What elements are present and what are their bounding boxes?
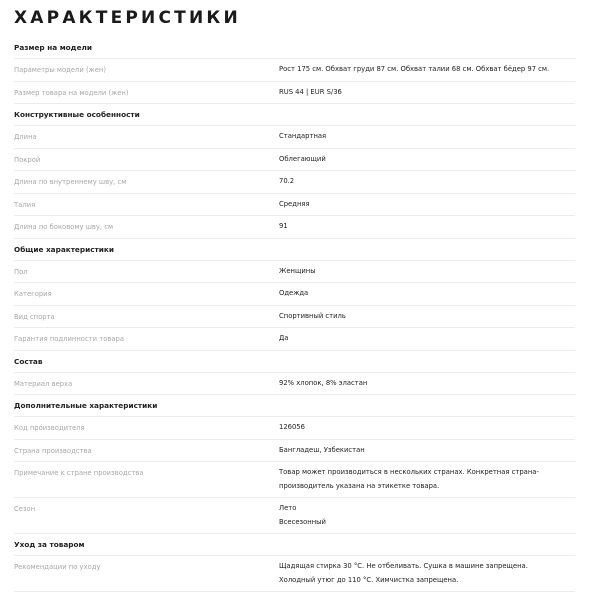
spec-label: Категория <box>14 290 52 298</box>
spec-row <box>14 261 575 284</box>
spec-value <box>279 265 575 279</box>
spec-value <box>279 153 575 167</box>
spec-row <box>14 82 575 105</box>
spec-value-line: Стандартная <box>279 132 327 140</box>
spec-label: Длина по внутреннему шву, см <box>14 178 127 186</box>
spec-value-line: Бангладеш, Узбекистан <box>279 445 365 454</box>
section-header: Конструктивные особенности <box>14 104 575 126</box>
spec-row <box>14 462 575 498</box>
spec-label: Материал верха <box>14 379 73 388</box>
spec-value <box>279 287 575 301</box>
spec-row <box>14 149 575 172</box>
spec-row <box>14 216 575 239</box>
spec-value-line: Товар может производиться в нескольких странах. Конкретная страна- <box>279 468 539 476</box>
spec-value <box>279 130 575 144</box>
spec-value-line: Облегающий <box>279 154 326 163</box>
spec-row <box>14 59 575 82</box>
spec-value <box>279 86 575 100</box>
spec-value <box>279 377 575 391</box>
section-header: Уход за товаром <box>14 534 575 556</box>
spec-label: Сезон <box>14 505 36 513</box>
spec-value-line: RUS 44 | EUR S/36 <box>279 87 342 96</box>
spec-label: Размер товара на модели (жен) <box>14 88 129 97</box>
spec-row <box>14 126 575 149</box>
page-title: ХАРАКТЕРИСТИКИ <box>14 8 241 28</box>
spec-value <box>279 444 575 458</box>
spec-label: Код производителя <box>14 424 85 432</box>
spec-value <box>279 310 575 324</box>
spec-label: Страна производства <box>14 446 92 455</box>
characteristics-list <box>14 37 575 592</box>
spec-label: Покрой <box>14 155 41 164</box>
spec-row <box>14 440 575 463</box>
spec-value-line: 91 <box>279 222 288 230</box>
spec-value-line: Да <box>279 334 289 342</box>
section-header: Общие характеристики <box>14 239 575 261</box>
spec-value-line: 70.2 <box>279 177 295 185</box>
section-header: Размер на модели <box>14 37 575 59</box>
spec-value-line: Средняя <box>279 199 310 208</box>
spec-value <box>279 332 575 346</box>
spec-value-line: Спортивный стиль <box>279 311 346 320</box>
spec-row <box>14 556 575 592</box>
spec-label: Примечание к стране производства <box>14 469 144 477</box>
spec-label: Рекомендации по уходу <box>14 563 101 571</box>
spec-value <box>279 63 575 77</box>
spec-row <box>14 171 575 194</box>
spec-row <box>14 373 575 396</box>
spec-value-line: Рост 175 см. Обхват груди 87 см. Обхват талии 68 см. Обхват бёдер 97 см. <box>279 65 550 73</box>
spec-value-line: Всесезонный <box>279 517 326 526</box>
spec-value-line: Холодный утюг до 110 °С. Химчистка запрещена. <box>279 575 459 584</box>
spec-row <box>14 498 575 534</box>
spec-row <box>14 194 575 217</box>
spec-value <box>279 502 575 529</box>
section-header: Состав <box>14 351 575 373</box>
spec-row <box>14 283 575 306</box>
spec-value <box>279 220 575 234</box>
spec-value <box>279 466 575 493</box>
spec-value <box>279 175 575 189</box>
spec-label: Параметры модели (жен) <box>14 66 107 74</box>
spec-label: Пол <box>14 267 28 276</box>
spec-label: Длина <box>14 133 37 141</box>
section-header: Дополнительные характеристики <box>14 395 575 417</box>
spec-value-line: Щадящая стирка 30 °С. Не отбеливать. Сушка в машине запрещена. <box>279 562 528 570</box>
spec-value <box>279 560 575 587</box>
spec-value-line: производитель указана на этикетке товара. <box>279 481 440 490</box>
spec-row <box>14 417 575 440</box>
spec-value-line: Лето <box>279 504 297 512</box>
spec-value-line: Женщины <box>279 266 316 275</box>
spec-label: Гарантия подлинности товара <box>14 335 125 343</box>
spec-value-line: 126056 <box>279 423 305 431</box>
spec-value-line: Одежда <box>279 289 309 297</box>
spec-row <box>14 328 575 351</box>
spec-label: Длина по боковому шву, см <box>14 223 114 231</box>
spec-row <box>14 306 575 329</box>
spec-value <box>279 198 575 212</box>
spec-label: Талия <box>14 200 36 209</box>
spec-value <box>279 421 575 435</box>
spec-label: Вид спорта <box>14 312 55 321</box>
spec-value-line: 92% хлопок, 8% эластан <box>279 378 368 387</box>
